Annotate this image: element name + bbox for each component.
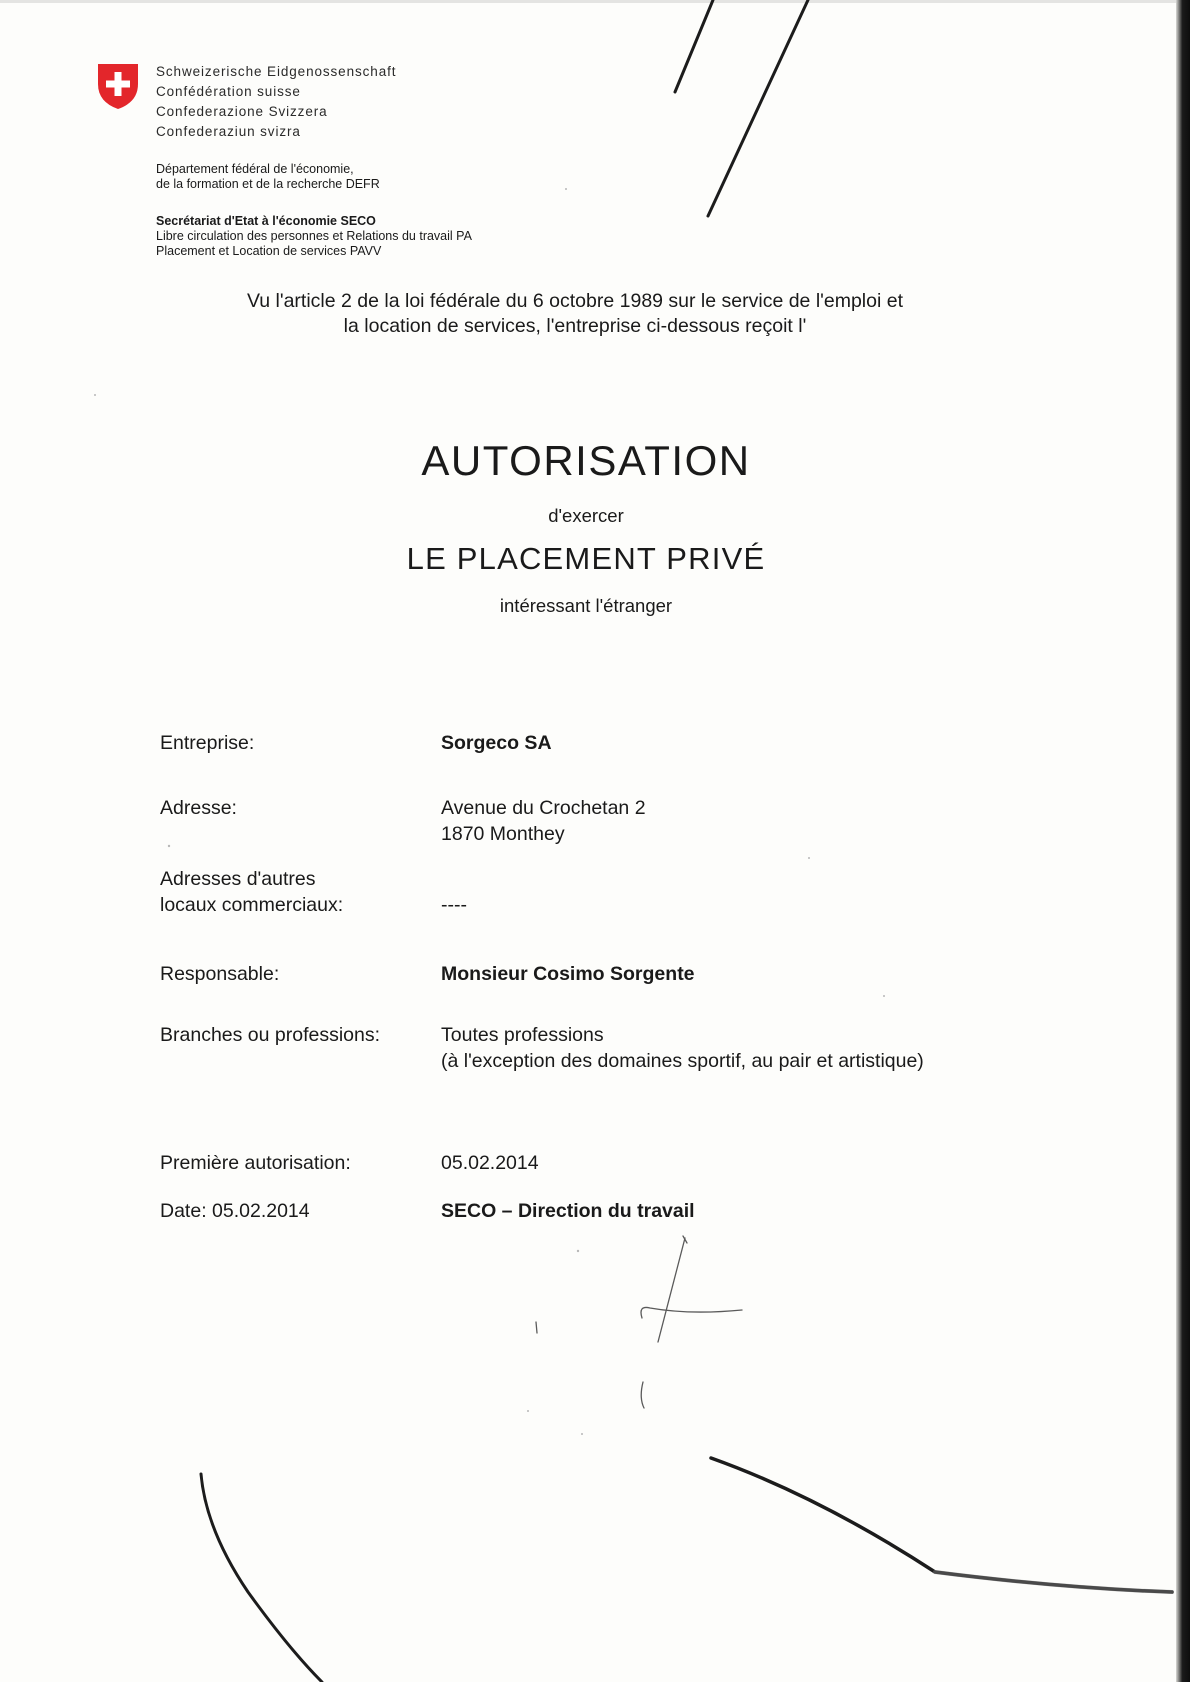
branches-value (441, 1022, 924, 1074)
autres-locaux-label-line-2: locaux commerciaux: (160, 894, 344, 916)
intro-line-1: Vu l'article 2 de la loi fédérale du 6 octobre 1989 sur le service de l'emploi et (246, 290, 903, 312)
intro-paragraph (0, 289, 1150, 339)
department-block (156, 162, 380, 192)
responsable-value: Monsieur Cosimo Sorgente (441, 963, 695, 985)
adresse-line-2: 1870 Monthey (441, 823, 565, 845)
pen-stroke-bottom-right-tail (935, 1572, 1172, 1592)
federal-name-de: Schweizerische Eidgenossenschaft (156, 64, 397, 79)
pen-stroke-top-left (675, 0, 713, 92)
document-title: AUTORISATION (421, 437, 751, 484)
seco-line-2: Placement et Location de services PAVV (156, 244, 382, 258)
seco-block (156, 214, 472, 259)
federal-name-it: Confederazione Svizzera (156, 104, 328, 119)
document-subtitle-2: intéressant l'étranger (499, 595, 673, 616)
entreprise-label: Entreprise: (160, 732, 255, 754)
date-label: Date: 05.02.2014 (160, 1200, 310, 1222)
issuer-value: SECO – Direction du travail (441, 1200, 695, 1222)
entreprise-value: Sorgeco SA (441, 732, 552, 754)
seco-title: Secrétariat d'Etat à l'économie SECO (156, 214, 376, 228)
federal-name-rm: Confederaziun svizra (156, 124, 301, 139)
swiss-cross-shield-icon (96, 62, 140, 110)
adresse-label: Adresse: (160, 797, 237, 819)
autres-locaux-value: ---- (441, 894, 467, 916)
intro-line-2: la location de services, l'entreprise ci-dessous reçoit l' (343, 315, 807, 337)
branches-line-1: Toutes professions (441, 1024, 604, 1046)
branches-label: Branches ou professions: (160, 1024, 381, 1046)
premiere-autorisation-label: Première autorisation: (160, 1152, 351, 1174)
adresse-value (441, 795, 646, 847)
adresse-line-1: Avenue du Crochetan 2 (441, 797, 646, 819)
autres-locaux-label-line-1: Adresses d'autres (160, 868, 316, 890)
document-subtitle: d'exercer (548, 505, 624, 526)
federal-names (156, 62, 396, 142)
pen-stroke-top-right (708, 0, 808, 216)
federal-name-fr: Confédération suisse (156, 84, 301, 99)
pen-stroke-bottom-left (201, 1474, 322, 1682)
document-second-title: LE PLACEMENT PRIVÉ (406, 541, 766, 576)
autres-locaux-label (160, 866, 343, 918)
branches-line-2: (à l'exception des domaines sportif, au pair et artistique) (441, 1050, 924, 1072)
responsable-label: Responsable: (160, 963, 280, 985)
department-line-1: Département fédéral de l'économie, (156, 162, 354, 176)
premiere-autorisation-value: 05.02.2014 (441, 1152, 539, 1174)
seco-line-1: Libre circulation des personnes et Relations du travail PA (156, 229, 472, 243)
department-line-2: de la formation et de la recherche DEFR (156, 177, 380, 191)
handwritten-signature (536, 1236, 742, 1408)
